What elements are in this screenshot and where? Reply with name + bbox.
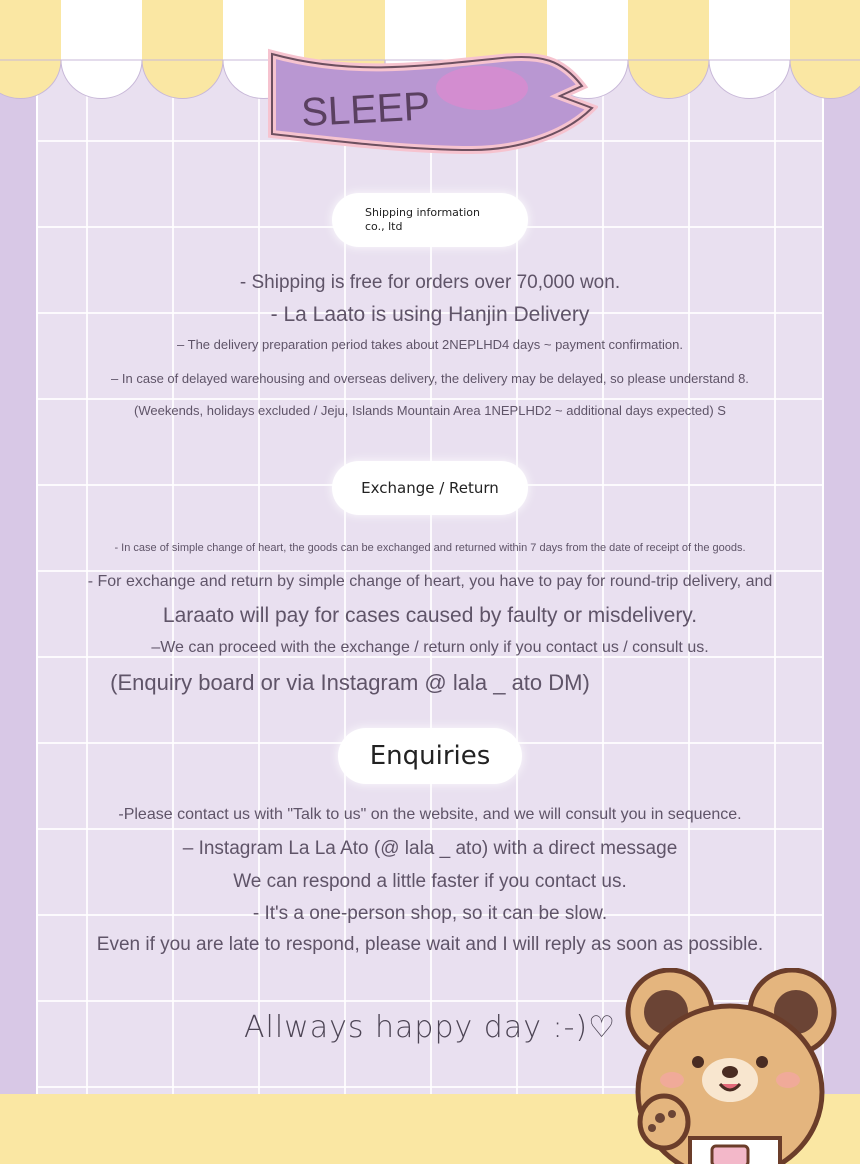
exchange-line: –We can proceed with the exchange / return only if you contact us / consult us. <box>151 639 709 656</box>
shipping-line: (Weekends, holidays excluded / Jeju, Islands Mountain Area 1NEPLHD2 ~ additional days expected) S <box>134 403 726 418</box>
shipping-heading-pill <box>332 193 528 247</box>
enquiries-heading: Enquiries <box>369 741 491 771</box>
awning-scallop <box>709 60 790 99</box>
awning-scallop <box>142 60 223 98</box>
exchange-heading-pill <box>332 461 528 515</box>
awning-stripe <box>790 0 860 60</box>
exchange-line: - For exchange and return by simple change of heart, you have to pay for round-trip delivery, and <box>87 573 773 590</box>
enquiries-line: -Please contact us with "Talk to us" on the website, and we will consult you in sequence. <box>118 806 742 823</box>
awning-scallop <box>790 60 860 99</box>
exchange-line: - In case of simple change of heart, the goods can be exchanged and returned within 7 days from the date of receipt of the goods. <box>114 542 746 554</box>
sleep-banner <box>262 46 598 166</box>
bear-mascot-icon <box>620 968 840 1164</box>
awning-scallop <box>61 60 142 99</box>
enquiries-heading-pill <box>338 728 522 784</box>
shipping-heading: Shipping information co., ltd <box>365 206 480 233</box>
enquiries-line: - It's a one-person shop, so it can be slow. <box>252 903 608 924</box>
awning-stripe <box>61 0 142 60</box>
shipping-line: – The delivery preparation period takes about 2NEPLHD4 days ~ payment confirmation. <box>177 337 683 352</box>
banner-text: SLEEP <box>300 84 432 135</box>
awning-stripe <box>0 0 61 60</box>
awning-scallop <box>628 60 709 98</box>
shipping-line: - Shipping is free for orders over 70,000 won. <box>239 272 621 293</box>
enquiries-line: We can respond a little faster if you contact us. <box>233 871 627 892</box>
awning-stripe <box>628 0 709 60</box>
enquiries-line: Even if you are late to respond, please wait and I will reply as soon as possible. <box>96 934 764 955</box>
awning-scallop <box>0 60 61 99</box>
shipping-line: - La Laato is using Hanjin Delivery <box>270 303 590 326</box>
exchange-line: Laraato will pay for cases caused by faulty or misdelivery. <box>162 604 698 627</box>
enquiries-line: – Instagram La La Ato (@ lala _ ato) with a direct message <box>182 838 678 859</box>
exchange-heading: Exchange / Return <box>361 479 499 497</box>
exchange-line: (Enquiry board or via Instagram @ lala _ ato DM) <box>110 670 590 695</box>
shipping-line: – In case of delayed warehousing and overseas delivery, the delivery may be delayed, so please understand 8. <box>111 371 749 386</box>
awning-stripe <box>142 0 223 60</box>
awning-stripe <box>709 0 790 60</box>
closing-message: Allways happy day :-)♡ <box>243 1010 617 1045</box>
